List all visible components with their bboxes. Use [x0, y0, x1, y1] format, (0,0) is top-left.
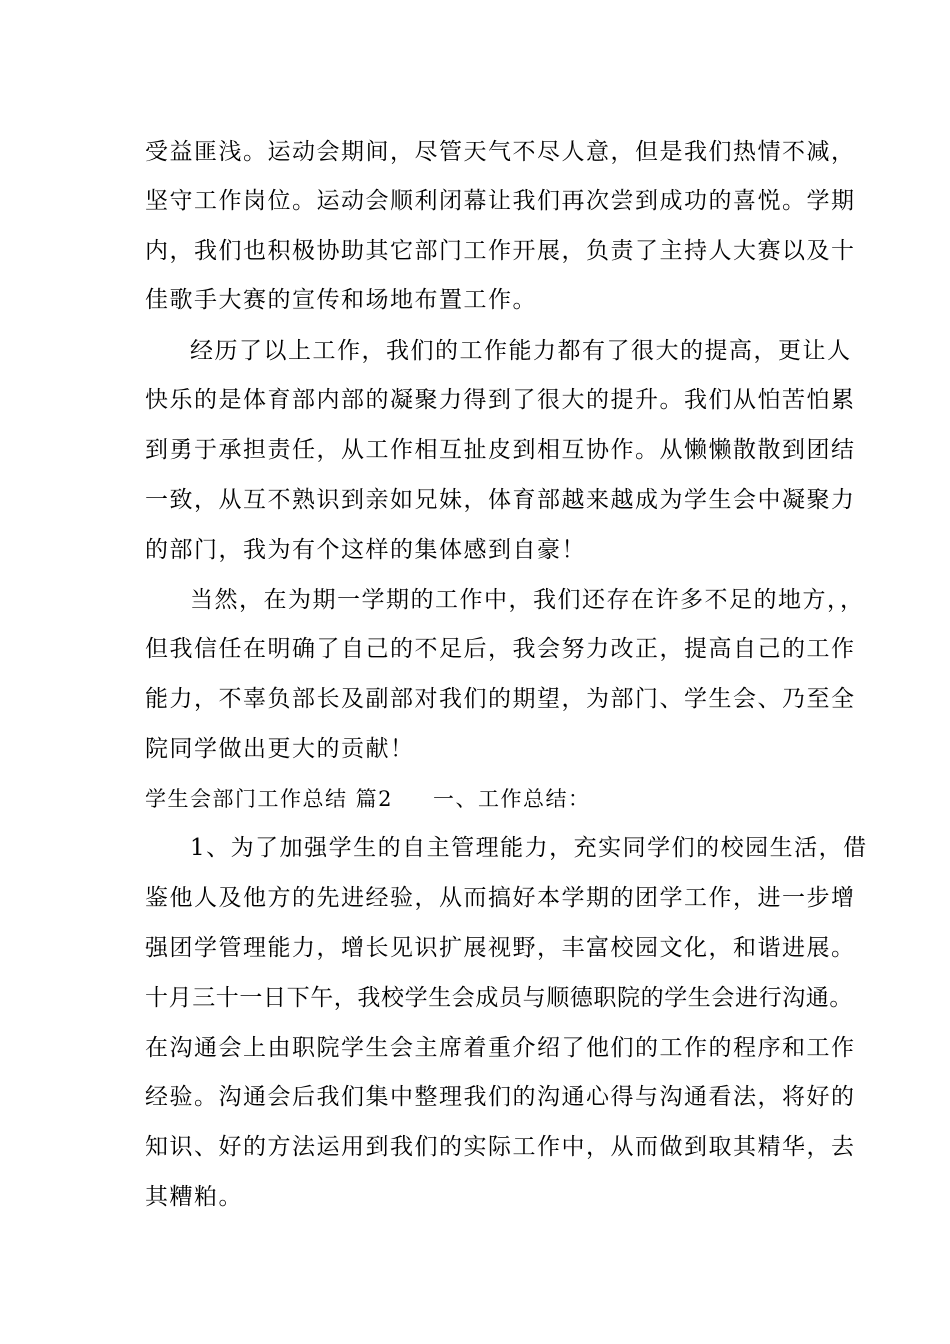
section-title: 学生会部门工作总结 篇2 — [145, 787, 394, 811]
text-line: 强团学管理能力，增长见识扩展视野，丰富校园文化，和谐进展。 — [145, 935, 856, 961]
paragraph-first-line: 经历了以上工作，我们的工作能力都有了很大的提高，更让人 — [190, 338, 852, 364]
subsection-title: 一、工作总结： — [433, 787, 591, 811]
text-line: 但我信任在明确了自己的不足后，我会努力改正，提高自己的工作 — [145, 636, 856, 662]
text-line: 坚守工作岗位。运动会顺利闭幕让我们再次尝到成功的喜悦。学期 — [145, 188, 856, 214]
text-line: 到勇于承担责任，从工作相互扯皮到相互协作。从懒懒散散到团结 — [145, 437, 856, 463]
text-line: 受益匪浅。运动会期间，尽管天气不尽人意，但是我们热情不减， — [145, 139, 856, 165]
text-line: 佳歌手大赛的宣传和场地布置工作。 — [145, 287, 537, 313]
text-line: 一致，从互不熟识到亲如兄妹，体育部越来越成为学生会中凝聚力 — [145, 487, 856, 513]
text-line: 在沟通会上由职院学生会主席着重介绍了他们的工作的程序和工作 — [145, 1035, 856, 1061]
text-line: 能力，不辜负部长及副部对我们的期望，为部门、学生会、乃至全 — [145, 686, 856, 712]
text-line: 其糟粕。 — [145, 1184, 243, 1210]
text-line: 经验。沟通会后我们集中整理我们的沟通心得与沟通看法，将好的 — [145, 1084, 856, 1110]
text-line: 知识、好的方法运用到我们的实际工作中，从而做到取其精华，去 — [145, 1134, 856, 1160]
text-line: 内，我们也积极协助其它部门工作开展，负责了主持人大赛以及十 — [145, 238, 856, 264]
paragraph-first-line: 1、为了加强学生的自主管理能力，充实同学们的校园生活，借 — [190, 835, 868, 861]
text-line: 院同学做出更大的贡献！ — [145, 736, 415, 762]
text-line: 快乐的是体育部内部的凝聚力得到了很大的提升。我们从怕苦怕累 — [145, 387, 856, 413]
paragraph-first-line: 当然，在为期一学期的工作中，我们还存在许多不足的地方，， — [190, 587, 865, 613]
text-line: 的部门，我为有个这样的集体感到自豪！ — [145, 537, 586, 563]
section-heading-line — [145, 784, 591, 814]
text-line: 十月三十一日下午，我校学生会成员与顺德职院的学生会进行沟通。 — [145, 985, 853, 1011]
text-line: 鉴他人及他方的先进经验，从而搞好本学期的团学工作，进一步增 — [145, 885, 856, 911]
